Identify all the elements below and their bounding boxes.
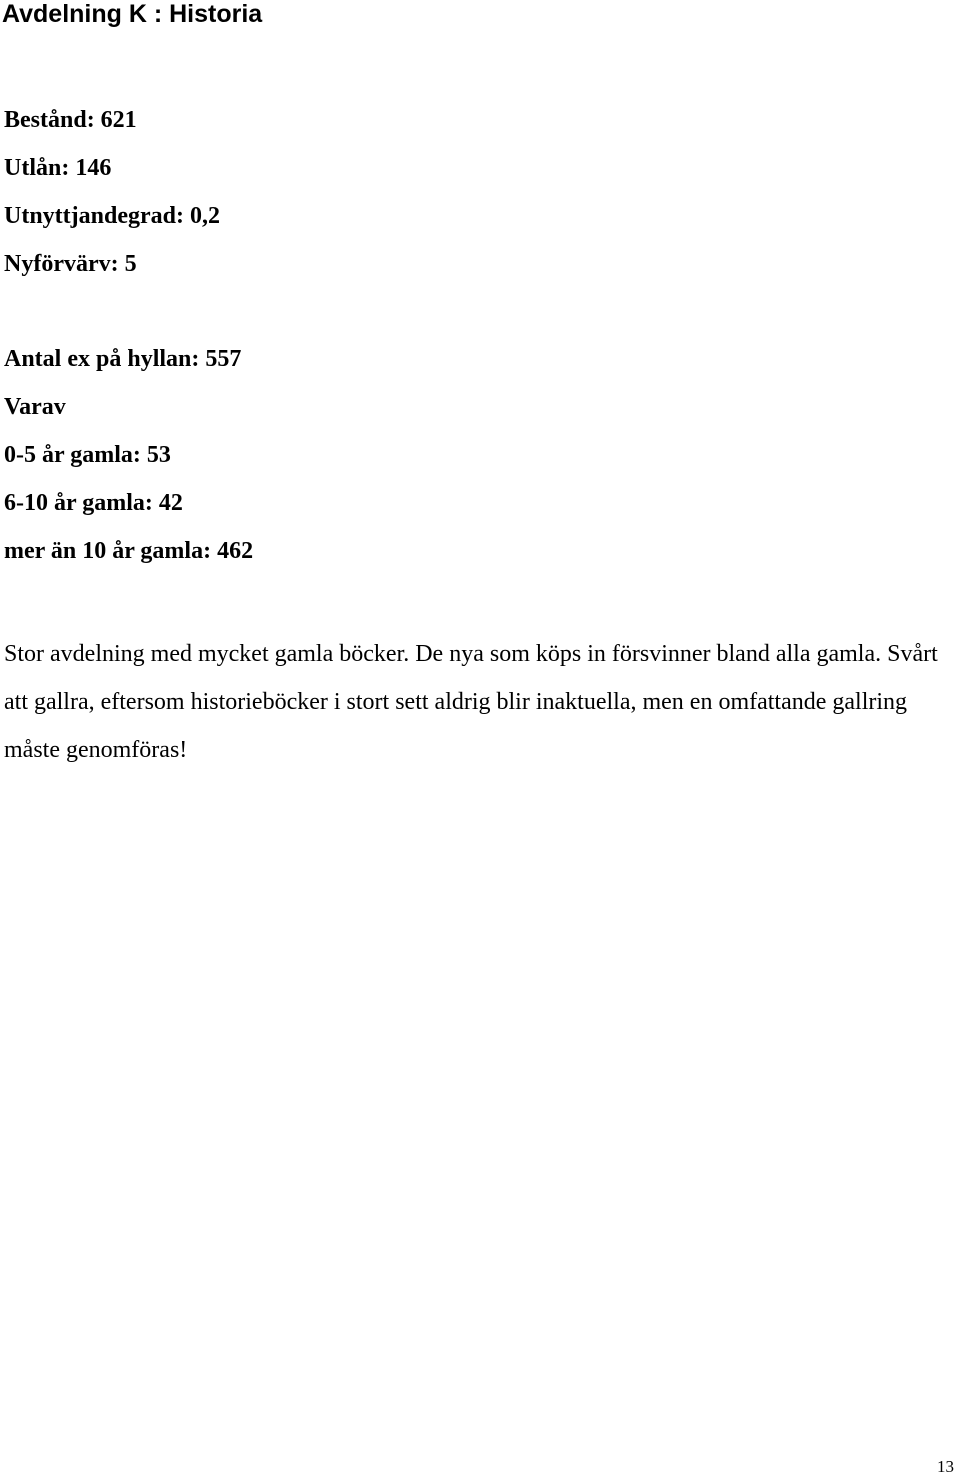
page-number: 13 — [937, 1457, 954, 1476]
stat-utnyttjandegrad: Utnyttjandegrad: 0,2 — [4, 203, 220, 229]
stat-bestand: Bestånd: 621 — [4, 107, 137, 133]
stat-utlan: Utlån: 146 — [4, 155, 112, 181]
stat-age-0-5: 0-5 år gamla: 53 — [4, 442, 171, 468]
stat-antal-pa-hyllan: Antal ex på hyllan: 557 — [4, 346, 242, 372]
stat-nyforvarv: Nyförvärv: 5 — [4, 251, 137, 277]
comment-paragraph: Stor avdelning med mycket gamla böcker. De nya som köps in försvinner bland alla gamla. Svårt att gallra, eftersom historieböcker i stort sett aldrig blir inaktuella, men en omfattande gallring måste genomföras! — [4, 641, 938, 763]
stat-age-over-10: mer än 10 år gamla: 462 — [4, 538, 254, 564]
stat-age-6-10: 6-10 år gamla: 42 — [4, 490, 183, 516]
page-title: Avdelning K : Historia — [2, 0, 263, 28]
stat-varav: Varav — [4, 394, 66, 420]
